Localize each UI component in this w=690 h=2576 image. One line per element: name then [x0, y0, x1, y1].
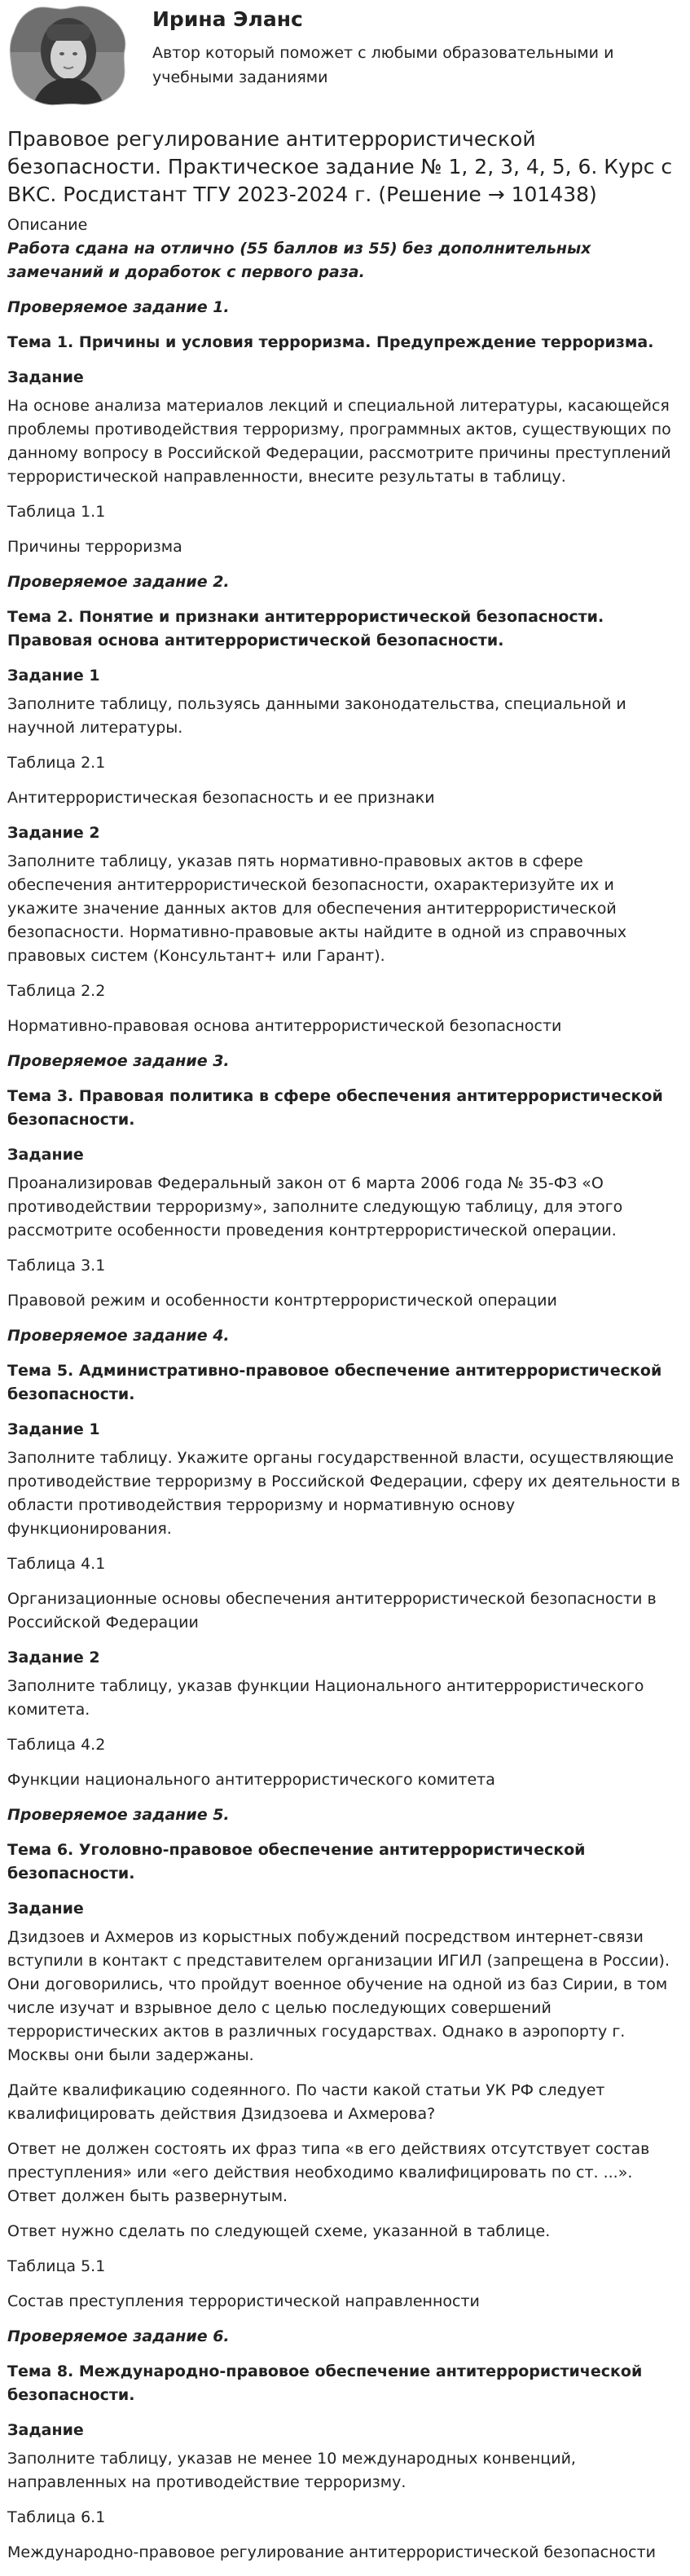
case-paragraph: Ответ нужно сделать по следующей схеме, указанной в таблице. — [7, 2222, 551, 2240]
table-caption: Антитеррористическая безопасность и ее признаки — [7, 789, 435, 807]
page-title: Правовое регулирование антитеррористической безопасности. Практическое задание № 1, 2, 3, 4, 5, 6. Курс с ВКС. Росдистант ТГУ 2023-2024 г. (Решение → 101438) — [7, 127, 673, 206]
subtask-text: На основе анализа материалов лекций и специальной литературы, касающейся проблемы противодействия терроризму, программных актов, существующих по данному вопросу в Российской Федерации, рассмотрите причины преступлений террористической направленности, внесите результаты в таблицу. — [7, 397, 671, 486]
author-info — [152, 3, 641, 90]
subtask-heading: Задание — [7, 2421, 84, 2439]
description-label: Описание — [7, 216, 88, 234]
task-heading: Проверяемое задание 6. — [7, 2327, 230, 2345]
subtask-text: Проанализировав Федеральный закон от 6 марта 2006 года № 35-ФЗ «О противодействии терроризму», заполните следующую таблицу, для этого рассмотрите особенности проведения контртеррористической операции. — [7, 1174, 623, 1240]
author-description: Автор который поможет с любыми образовательными и учебными заданиями — [152, 44, 614, 86]
table-caption: Организационные основы обеспечения антитеррористической безопасности в Российской Федерации — [7, 1590, 657, 1631]
task-section — [7, 1324, 683, 1792]
table-caption: Международно-правовое регулирование антитеррористической безопасности — [7, 2543, 657, 2561]
subtask-heading: Задание 2 — [7, 824, 100, 842]
task-heading: Проверяемое задание 4. — [7, 1327, 230, 1345]
table-label: Таблица 6.1 — [7, 2508, 106, 2526]
task-section — [7, 2325, 683, 2565]
subtask-text: Заполните таблицу, пользуясь данными законодательства, специальной и научной литературы. — [7, 695, 626, 737]
case-paragraph: Ответ не должен состоять их фраз типа «в его действиях отсутствует состав преступления» или «его действия необходимо квалифицировать по ст. ...». Ответ должен быть развернутым. — [7, 2140, 650, 2205]
topic-heading: Тема 1. Причины и условия терроризма. Предупреждение терроризма. — [7, 333, 654, 351]
author-name[interactable]: Ирина Эланс — [152, 7, 303, 31]
subtask-heading: Задание 1 — [7, 1420, 100, 1438]
table-caption: Правовой режим и особенности контртеррористической операции — [7, 1292, 557, 1310]
task-heading: Проверяемое задание 1. — [7, 298, 230, 316]
table-caption: Нормативно-правовая основа антитеррористической безопасности — [7, 1017, 562, 1035]
subtask-text: Заполните таблицу. Укажите органы государственной власти, осуществляющие противодействие терроризму в Российской Федерации, сферу их деятельности в области противодействия терроризму и нормативную основу функционирования. — [7, 1449, 680, 1538]
author-card — [7, 0, 683, 122]
table-label: Таблица 4.1 — [7, 1555, 106, 1573]
subtask-text: Заполните таблицу, указав не менее 10 международных конвенций, направленных на противодействие терроризму. — [7, 2450, 576, 2491]
subtask-text: Заполните таблицу, указав пять нормативно-правовых актов в сфере обеспечения антитеррористической безопасности, охарактеризуйте их и укажите значение данных актов для обеспечения антитеррористической безопасности. Нормативно-правовые акты найдите в одной из справочных правовых систем (Консультант+ или Гарант). — [7, 852, 627, 965]
task-section — [7, 1803, 683, 2314]
task-section — [7, 1050, 683, 1313]
topic-heading: Тема 5. Административно-правовое обеспечение антитеррористической безопасности. — [7, 1362, 662, 1403]
avatar[interactable] — [7, 3, 130, 109]
subtask-heading: Задание — [7, 368, 84, 386]
subtask-heading: Задание — [7, 1146, 84, 1164]
topic-heading: Тема 2. Понятие и признаки антитеррористической безопасности. Правовая основа антитеррористической безопасности. — [7, 608, 604, 650]
table-label: Таблица 4.2 — [7, 1736, 106, 1754]
subtask-heading: Задание — [7, 1900, 84, 1918]
task-section — [7, 296, 683, 559]
case-paragraph: Дайте квалификацию содеянного. По части какой статьи УК РФ следует квалифицировать действия Дзидзоева и Ахмерова? — [7, 2081, 605, 2123]
task-section — [7, 570, 683, 1038]
table-label: Таблица 2.1 — [7, 754, 106, 772]
table-caption: Состав преступления террористической направленности — [7, 2292, 480, 2310]
topic-heading: Тема 3. Правовая политика в сфере обеспечения антитеррористической безопасности. — [7, 1087, 663, 1129]
subtask-heading: Задание 2 — [7, 1649, 100, 1667]
avatar-photo-icon — [7, 3, 130, 109]
table-label: Таблица 3.1 — [7, 1257, 106, 1275]
task-heading: Проверяемое задание 3. — [7, 1052, 230, 1070]
table-caption: Причины терроризма — [7, 538, 182, 556]
table-label: Таблица 5.1 — [7, 2257, 106, 2275]
topic-heading: Тема 6. Уголовно-правовое обеспечение антитеррористической безопасности. — [7, 1841, 586, 1882]
subtask-heading: Задание 1 — [7, 667, 100, 685]
table-label: Таблица 2.2 — [7, 982, 106, 1000]
case-paragraph: Дзидзоев и Ахмеров из корыстных побуждений посредством интернет-связи вступили в контакт с представителем организации ИГИЛ (запрещена в России). Они договорились, что пройдут военное обучение на одной из баз Сирии, в том числе изучат и взрывное дело с целью последующих совершений террористических актов в различных государствах. Однако в аэропорту г. Москвы они были задержаны. — [7, 1928, 670, 2064]
topic-heading: Тема 8. Международно-правовое обеспечение антитеррористической безопасности. — [7, 2362, 643, 2404]
table-label: Таблица 1.1 — [7, 503, 106, 521]
lead-text: Работа сдана на отлично (55 баллов из 55) без дополнительных замечаний и доработок с первого раза. — [7, 240, 591, 281]
task-heading: Проверяемое задание 2. — [7, 573, 230, 591]
subtask-text: Заполните таблицу, указав функции Национального антитеррористического комитета. — [7, 1677, 644, 1719]
task-heading: Проверяемое задание 5. — [7, 1806, 230, 1824]
table-caption: Функции национального антитеррористического комитета — [7, 1771, 495, 1789]
